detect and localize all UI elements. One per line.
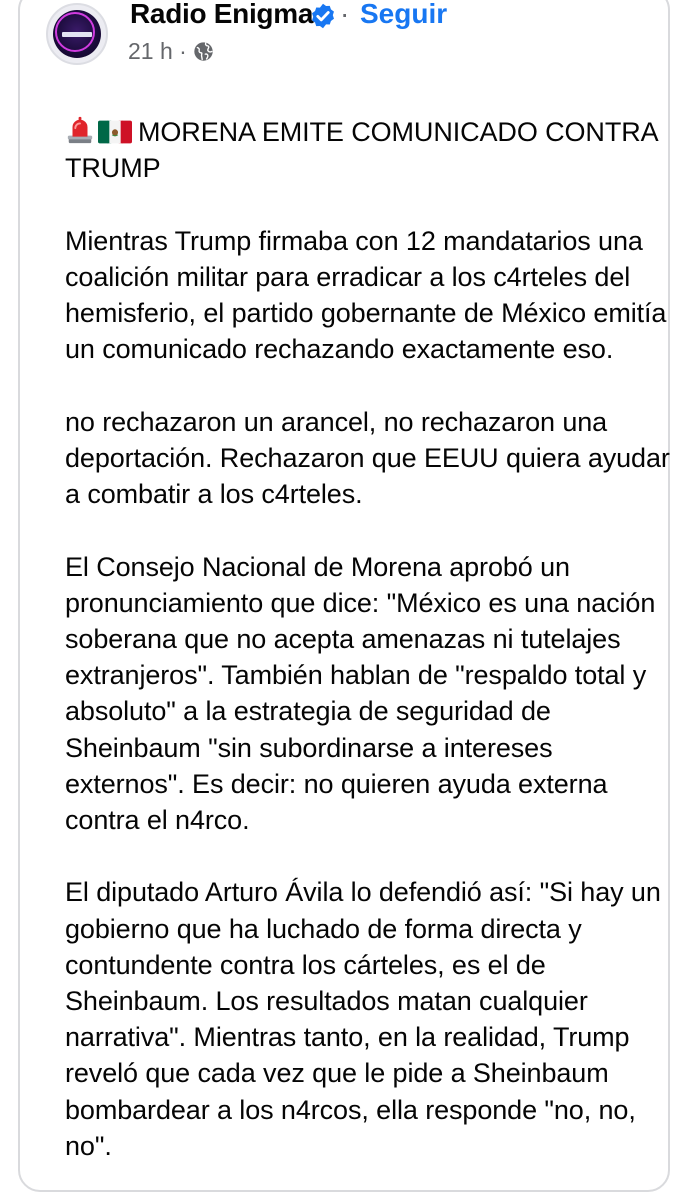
siren-emoji-icon: [65, 115, 95, 145]
avatar-logo: [53, 10, 101, 58]
post-paragraph-4: El diputado Arturo Ávila lo defendió así: "Si hay un gobierno que ha luchado de forma directa y contundente contra los cárteles, es el de Sheinbaum. Los resultados matan cualquier narrativa". Mientras tanto, en la realidad, Trump reveló que cada vez que le pide a Sheinbaum bombardear a los n4rcos, ella responde "no, no, no".: [65, 877, 661, 1161]
globe-icon: [193, 41, 214, 62]
post-paragraph-3: El Consejo Nacional de Morena aprobó un pronunciamiento que dice: "México es una nación soberana que no acepta amenazas ni tutelajes extranjeros". También hablan de "respaldo total y absoluto" a la estrategia de seguridad de Sheinbaum "sin subordinarse a intereses externos". Es decir: no quieren ayuda externa contra el n4rco.: [65, 551, 656, 836]
verified-badge-icon: [309, 2, 337, 30]
avatar-bar: [62, 32, 92, 37]
post-paragraph-2: no rechazaron un arancel, no rechazaron una deportación. Rechazaron que EEUU quiera ayudar a combatir a los c4rteles.: [65, 406, 670, 510]
post-title: MORENA EMITE COMUNICADO CONTRA TRUMP: [65, 117, 658, 184]
header-separator: ·: [340, 0, 350, 29]
post-timestamp[interactable]: 21 h ·: [128, 38, 187, 64]
mexico-flag-emoji-icon: [98, 120, 132, 144]
post-text: [65, 78, 677, 1164]
post-paragraph-1: Mientras Trump firmaba con 12 mandatarios una coalición militar para erradicar a los c4rteles del hemisferio, el partido gobernante de México emitía un comunicado rechazando exactamente eso.: [65, 225, 667, 365]
post-title-paragraph: [65, 78, 677, 187]
follow-button[interactable]: Seguir: [360, 0, 448, 29]
page-name-link[interactable]: Radio Enigma: [130, 0, 314, 29]
post-card: [18, 0, 670, 1192]
page-avatar[interactable]: [46, 3, 108, 65]
